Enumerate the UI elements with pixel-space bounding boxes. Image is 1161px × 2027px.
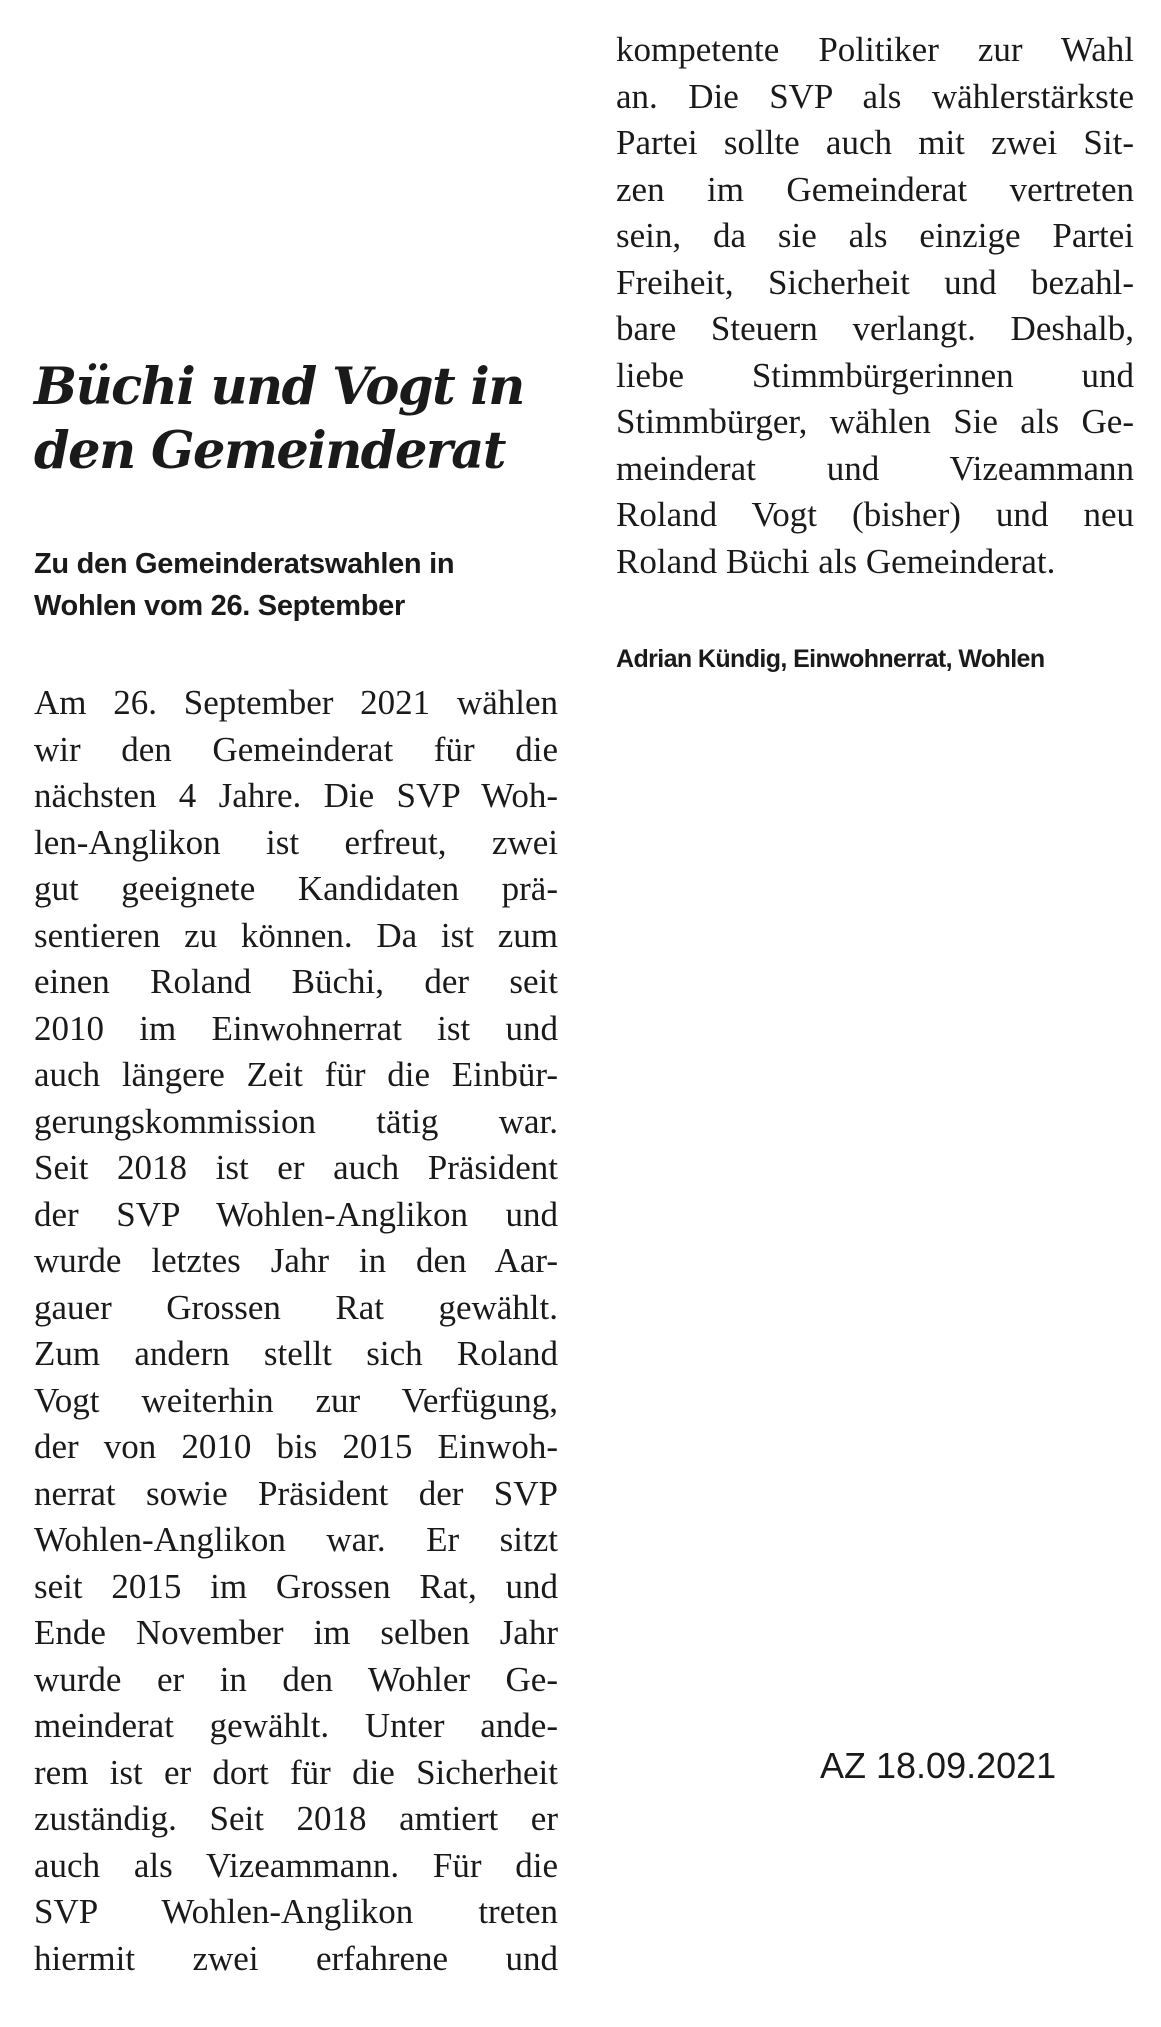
body-line: meinderat und Vizeammann bbox=[616, 448, 1134, 488]
body-line: Partei sollte auch mit zwei Sit- bbox=[616, 123, 1134, 162]
body-line: len-Anglikon ist erfreut, zwei bbox=[34, 822, 558, 862]
source-date-note: AZ 18.09.2021 bbox=[820, 1745, 1057, 1786]
body-line: Ende November im selben Jahr bbox=[34, 1613, 558, 1652]
subhead-line: Zu den Gemeinderatswahlen in bbox=[34, 548, 455, 580]
article-subhead bbox=[34, 543, 574, 627]
body-line: an. Die SVP als wählerstärkste bbox=[616, 76, 1134, 116]
body-line: Zum andern stellt sich Roland bbox=[34, 1334, 558, 1373]
body-line: bare Steuern verlangt. Deshalb, bbox=[616, 309, 1134, 348]
body-line: Roland Büchi als Gemeinderat. bbox=[616, 541, 1056, 581]
body-line: liebe Stimmbürgerinnen und bbox=[616, 355, 1134, 395]
body-line: seit 2015 im Grossen Rat, und bbox=[34, 1566, 558, 1606]
headline-line: den Gemeinderat bbox=[34, 421, 505, 481]
body-line: der von 2010 bis 2015 Einwoh- bbox=[34, 1427, 558, 1466]
author-signature: Adrian Kündig, Einwohnerrat, Wohlen bbox=[616, 645, 1045, 673]
body-line: Am 26. September 2021 wählen bbox=[34, 683, 558, 722]
body-line: rem ist er dort für die Sicherheit bbox=[34, 1752, 558, 1792]
headline-line: Büchi und Vogt in bbox=[34, 357, 524, 417]
body-line: zuständig. Seit 2018 amtiert er bbox=[34, 1799, 558, 1838]
article-body-left-column bbox=[34, 680, 558, 1982]
body-line: Seit 2018 ist er auch Präsident bbox=[34, 1148, 558, 1187]
body-line: kompetente Politiker zur Wahl bbox=[616, 30, 1134, 69]
body-line: Vogt weiterhin zur Verfügung, bbox=[34, 1380, 558, 1420]
article-body-right-column bbox=[616, 27, 1134, 585]
body-line: gauer Grossen Rat gewählt. bbox=[34, 1287, 558, 1327]
body-line: nächsten 4 Jahre. Die SVP Woh- bbox=[34, 776, 558, 815]
body-line: gerungskommission tätig war. bbox=[34, 1101, 558, 1141]
body-line: Wohlen-Anglikon war. Er sitzt bbox=[34, 1520, 558, 1559]
body-line: sein, da sie als einzige Partei bbox=[616, 216, 1134, 255]
body-line: wurde letztes Jahr in den Aar- bbox=[34, 1241, 558, 1280]
body-line: Roland Vogt (bisher) und neu bbox=[616, 495, 1134, 534]
body-line: Freiheit, Sicherheit und bezahl- bbox=[616, 262, 1134, 302]
body-line: 2010 im Einwohnerrat ist und bbox=[34, 1008, 558, 1048]
body-line: gut geeignete Kandidaten prä- bbox=[34, 869, 558, 908]
body-line: der SVP Wohlen-Anglikon und bbox=[34, 1194, 558, 1234]
body-line: meinderat gewählt. Unter ande- bbox=[34, 1706, 558, 1745]
body-line: einen Roland Büchi, der seit bbox=[34, 962, 558, 1001]
body-line: sentieren zu können. Da ist zum bbox=[34, 915, 558, 955]
body-line: wurde er in den Wohler Ge- bbox=[34, 1659, 558, 1699]
body-line: Stimmbürger, wählen Sie als Ge- bbox=[616, 402, 1134, 441]
subhead-line: Wohlen vom 26. September bbox=[34, 590, 405, 622]
body-line: hiermit zwei erfahrene und bbox=[34, 1938, 558, 1978]
body-line: wir den Gemeinderat für die bbox=[34, 729, 558, 769]
body-line: nerrat sowie Präsident der SVP bbox=[34, 1473, 558, 1513]
body-line: auch als Vizeammann. Für die bbox=[34, 1845, 558, 1885]
body-line: SVP Wohlen-Anglikon treten bbox=[34, 1892, 558, 1931]
body-line: zen im Gemeinderat vertreten bbox=[616, 169, 1134, 209]
body-line: auch längere Zeit für die Einbür- bbox=[34, 1055, 558, 1094]
article-headline bbox=[34, 355, 574, 483]
